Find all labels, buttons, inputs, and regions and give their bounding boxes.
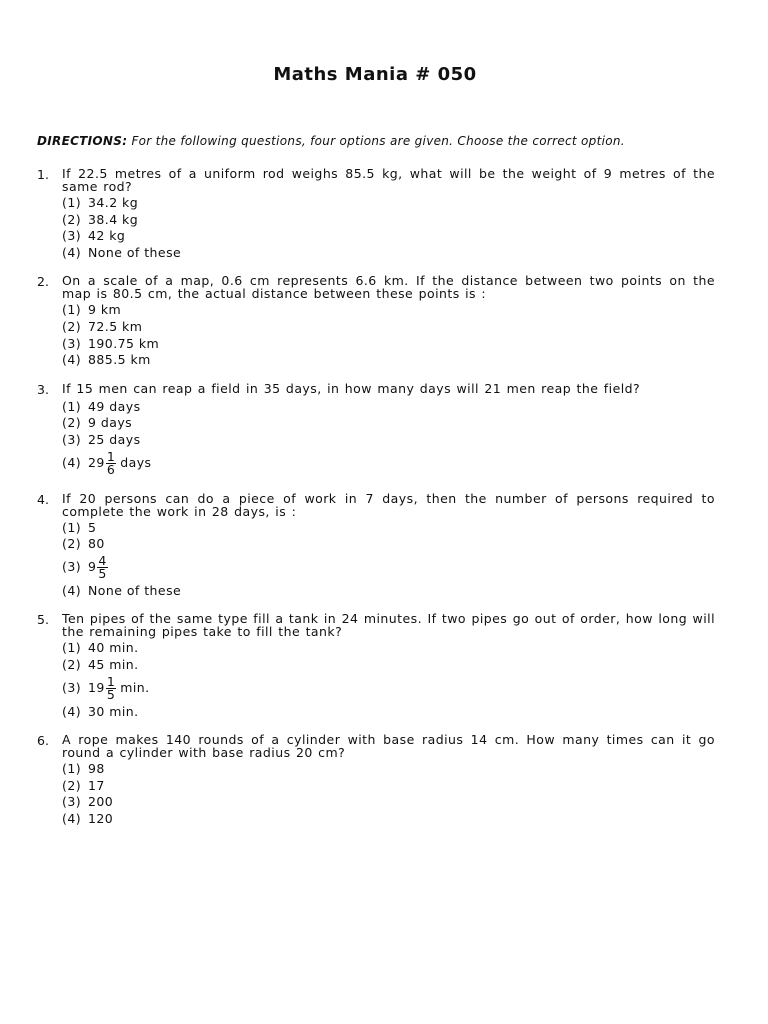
option-number: (2)	[62, 318, 82, 334]
fraction-denominator: 5	[106, 687, 116, 702]
option-item	[62, 640, 715, 657]
directions-label: DIRECTIONS:	[37, 134, 128, 148]
option-number: (1)	[62, 519, 82, 535]
option-text: 25 days	[88, 431, 141, 447]
option-item	[62, 520, 715, 537]
option-number: (4)	[62, 244, 82, 260]
option-number: (2)	[62, 536, 82, 552]
option-number: (2)	[62, 777, 82, 793]
question-text: If 20 persons can do a piece of work in 7 days, then the number of persons required to complete the work in 28 days, is :	[62, 490, 715, 519]
question-row	[37, 274, 715, 300]
option-item	[62, 761, 715, 778]
option-item	[62, 536, 715, 553]
fraction-whole: 19	[88, 680, 105, 696]
option-text: 30 min.	[88, 703, 139, 719]
option-number: (1)	[62, 640, 82, 656]
fraction-numerator: 4	[98, 553, 107, 569]
option-unit: min.	[120, 680, 150, 696]
option-text: 34.2 kg	[88, 195, 139, 210]
option-item	[62, 302, 715, 319]
option-number: (3)	[62, 228, 82, 244]
option-number: (2)	[62, 656, 82, 672]
question-number: 5.	[37, 612, 49, 628]
option-item	[62, 336, 715, 353]
question-row	[37, 733, 715, 759]
option-text: None of these	[88, 582, 182, 598]
option-item	[62, 319, 715, 336]
option-item	[62, 553, 715, 583]
option-text: 38.4 kg	[88, 211, 139, 227]
option-item	[62, 399, 715, 416]
option-number: (1)	[62, 761, 82, 777]
option-number: (1)	[62, 398, 82, 414]
option-item	[62, 352, 715, 369]
directions-text: For the following questions, four options are given. Choose the correct option.	[131, 134, 625, 148]
option-number: (3)	[62, 680, 82, 696]
option-number: (4)	[62, 810, 82, 826]
option-text: 17	[88, 777, 105, 793]
question	[37, 612, 715, 720]
option-text: 120	[88, 810, 114, 826]
question-row	[37, 492, 715, 518]
fraction	[97, 555, 107, 580]
question	[37, 492, 715, 600]
option-text: 200	[88, 794, 114, 810]
fraction	[106, 676, 116, 701]
option-number: (3)	[62, 431, 82, 447]
option-item	[62, 245, 715, 262]
option-text: 49 days	[88, 398, 141, 414]
option-number: (1)	[62, 195, 82, 210]
option-number: (3)	[62, 335, 82, 351]
option-unit: days	[120, 455, 152, 471]
option-text: 40 min.	[88, 640, 139, 656]
question-number: 2.	[37, 274, 49, 290]
question-text: If 22.5 metres of a uniform rod weighs 85.5 kg, what will be the weight of 9 metres of the same rod?	[62, 166, 715, 194]
option-item	[62, 432, 715, 449]
option-item	[62, 657, 715, 674]
option-number: (4)	[62, 352, 82, 368]
question-text: If 15 men can reap a field in 35 days, in how many days will 21 men reap the field?	[62, 380, 641, 396]
option-number: (3)	[62, 794, 82, 810]
option-item	[62, 794, 715, 811]
fraction-denominator: 5	[98, 566, 107, 582]
option-text: 80	[88, 536, 105, 552]
option-text: 9 days	[88, 415, 133, 431]
option-item	[62, 778, 715, 795]
option-number: (4)	[62, 455, 82, 471]
directions	[37, 134, 715, 148]
mixed-fraction	[88, 676, 150, 701]
question-text: Ten pipes of the same type fill a tank in 24 minutes. If two pipes go out of order, how long will the remaining pipes take to fill the tank?	[62, 611, 715, 640]
option-list	[62, 302, 715, 368]
option-list	[62, 761, 715, 827]
option-number: (4)	[62, 703, 82, 719]
question-text: A rope makes 140 rounds of a cylinder with base radius 14 cm. How many times can it go round a cylinder with base radius 20 cm?	[62, 732, 715, 761]
fraction	[106, 451, 116, 476]
question-number: 3.	[37, 381, 49, 397]
question-row	[37, 382, 715, 397]
question	[37, 382, 715, 479]
option-text: 45 min.	[88, 656, 139, 672]
question-number: 1.	[37, 167, 49, 182]
fraction-whole: 9	[88, 559, 97, 575]
option-item	[62, 415, 715, 432]
option-item	[62, 704, 715, 721]
option-item	[62, 195, 715, 212]
option-text: 72.5 km	[88, 318, 143, 334]
question	[37, 733, 715, 827]
option-item	[62, 583, 715, 600]
question-number: 6.	[37, 733, 49, 749]
option-text: 42 kg	[88, 228, 126, 244]
option-item	[62, 674, 715, 704]
mixed-fraction	[88, 451, 152, 476]
question-text: On a scale of a map, 0.6 cm represents 6.6 km. If the distance between two points on the map is 80.5 cm, the actual distance between these points is :	[62, 273, 715, 302]
mixed-fraction	[88, 555, 112, 580]
question	[37, 167, 715, 261]
question-row	[37, 167, 715, 193]
option-list	[62, 520, 715, 600]
fraction-numerator: 1	[106, 449, 116, 465]
question-row	[37, 612, 715, 638]
option-list	[62, 399, 715, 479]
fraction-denominator: 6	[106, 462, 116, 478]
fraction-numerator: 1	[106, 674, 116, 689]
option-text: 9 km	[88, 302, 122, 318]
option-text: 885.5 km	[88, 352, 151, 368]
option-number: (3)	[62, 559, 82, 575]
option-list	[62, 195, 715, 261]
option-number: (1)	[62, 302, 82, 318]
option-item	[62, 811, 715, 828]
fraction-whole: 29	[88, 455, 105, 471]
question-number: 4.	[37, 491, 49, 507]
page-title: Maths Mania # 050	[273, 64, 477, 85]
option-text: None of these	[88, 244, 182, 260]
option-item	[62, 449, 715, 479]
option-text: 5	[88, 519, 97, 535]
option-item	[62, 212, 715, 229]
option-number: (4)	[62, 582, 82, 598]
option-list	[62, 640, 715, 720]
option-item	[62, 228, 715, 245]
question-list	[37, 167, 715, 840]
option-text: 98	[88, 761, 105, 777]
option-number: (2)	[62, 211, 82, 227]
option-text: 190.75 km	[88, 335, 160, 351]
option-number: (2)	[62, 415, 82, 431]
question	[37, 274, 715, 368]
